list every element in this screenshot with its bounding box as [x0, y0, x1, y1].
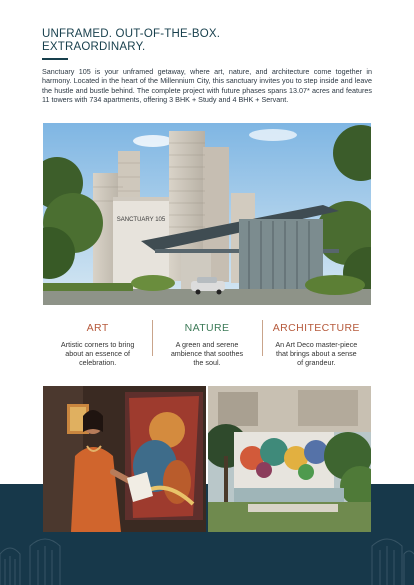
headline-line-1: UNFRAMED. OUT-OF-THE-BOX.	[42, 28, 221, 40]
pillar-title-architecture: ARCHITECTURE	[272, 322, 360, 334]
intro-paragraph: Sanctuary 105 is your unframed getaway, where art, nature, and architecture come together in harmony. Located in the heart of the Millennium City, this sanctuary invites you to step inside and leave the hustle and bustle behind. The complete project with future phases spans 13.07* acres and features 11 towers with 734 apartments, offering 3 BHK + Study and 4 BHK + Servant.	[42, 67, 372, 105]
headline-underline	[42, 58, 68, 60]
pillar-text-nature: A green and serene ambience that soothes the soul.	[170, 340, 244, 368]
pillar-text-art: Artistic corners to bring about an essence of celebration.	[60, 340, 135, 368]
headline	[42, 28, 372, 54]
pillars-row	[43, 318, 371, 374]
pillar-nature	[152, 318, 261, 374]
headline-line-2: EXTRAORDINARY.	[42, 41, 146, 53]
hero-illustration	[43, 123, 371, 305]
garden-photo-illustration	[208, 386, 371, 532]
gate-sign-text: SANCTUARY 105	[116, 217, 166, 223]
pillar-title-art: ART	[86, 322, 109, 334]
pillar-title-nature: NATURE	[184, 322, 230, 334]
pillar-text-architecture: An Art Deco master-piece that brings about a sense of grandeur.	[275, 340, 358, 368]
art-photo-illustration	[43, 386, 206, 532]
pillar-architecture	[262, 318, 371, 374]
pillar-art	[43, 318, 152, 374]
photo-art-woman	[43, 386, 206, 532]
hero-image	[43, 123, 371, 305]
photo-mosaic-garden	[208, 386, 371, 532]
